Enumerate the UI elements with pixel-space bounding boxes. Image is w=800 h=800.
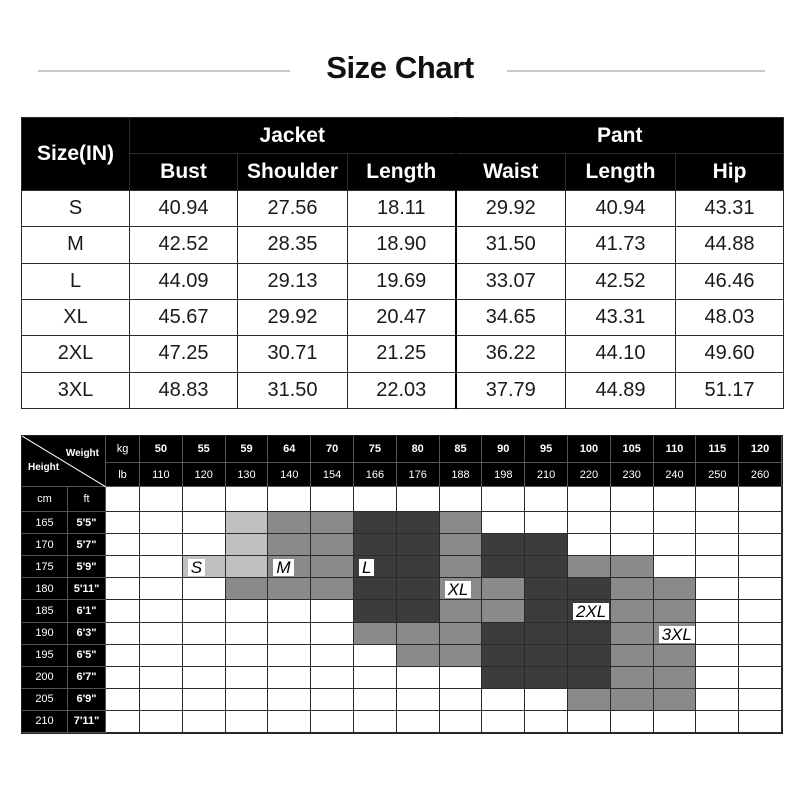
- kg-unit-label: kg: [106, 436, 140, 463]
- grid-cell: [611, 667, 654, 689]
- height-cm: 170: [22, 534, 68, 556]
- grid-cell: [739, 600, 782, 622]
- grid-cell: [268, 711, 311, 733]
- grid-cell: [696, 556, 739, 578]
- title-divider-right: [507, 70, 765, 72]
- grid-cell: [354, 667, 397, 689]
- grid-cell: [568, 556, 611, 578]
- grid-cell: [226, 556, 269, 578]
- grid-cell: [611, 578, 654, 600]
- grid-cell: [654, 556, 697, 578]
- size-region-label: 2XL: [573, 603, 609, 620]
- column-header: Length: [348, 154, 456, 190]
- grid-cell: [106, 487, 140, 512]
- lb-value: 154: [311, 463, 354, 487]
- size-label: S: [22, 190, 130, 226]
- grid-cell: [226, 578, 269, 600]
- grid-cell: [482, 711, 525, 733]
- table-cell: 36.22: [456, 336, 566, 372]
- height-cm: 180: [22, 578, 68, 600]
- grid-cell: [696, 600, 739, 622]
- grid-cell: [568, 689, 611, 711]
- table-cell: 48.83: [130, 372, 238, 408]
- grid-cell: [226, 667, 269, 689]
- grid-cell: [440, 689, 483, 711]
- lb-value: 188: [440, 463, 483, 487]
- kg-value: 100: [568, 436, 611, 463]
- grid-cell: [482, 578, 525, 600]
- grid-cell: [654, 600, 697, 622]
- height-ft: 7'11": [68, 711, 106, 733]
- table-cell: 46.46: [676, 263, 784, 299]
- table-cell: 44.10: [566, 336, 676, 372]
- grid-cell: [696, 689, 739, 711]
- grid-cell: [311, 578, 354, 600]
- lb-unit-label: lb: [106, 463, 140, 487]
- grid-cell: [183, 487, 226, 512]
- lb-value: 140: [268, 463, 311, 487]
- lb-value: 176: [397, 463, 440, 487]
- grid-cell: [226, 689, 269, 711]
- grid-cell: [482, 645, 525, 667]
- lb-value: 198: [482, 463, 525, 487]
- grid-cell: [226, 645, 269, 667]
- grid-cell: [696, 578, 739, 600]
- grid-cell: [482, 600, 525, 622]
- grid-cell: [654, 487, 697, 512]
- grid-cell: [140, 645, 183, 667]
- table-cell: 40.94: [130, 190, 238, 226]
- grid-cell: [739, 578, 782, 600]
- corner-height-label: Height: [28, 462, 60, 473]
- table-cell: 47.25: [130, 336, 238, 372]
- kg-value: 75: [354, 436, 397, 463]
- grid-cell: [268, 689, 311, 711]
- grid-cell: [311, 667, 354, 689]
- grid-cell: [739, 689, 782, 711]
- table-cell: 33.07: [456, 263, 566, 299]
- table-cell: 42.52: [130, 227, 238, 263]
- grid-cell: [568, 578, 611, 600]
- table-row: [22, 190, 784, 226]
- lb-value: 240: [654, 463, 697, 487]
- grid-cell: [397, 711, 440, 733]
- grid-cell: [106, 711, 140, 733]
- ft-unit-label: ft: [68, 487, 106, 512]
- grid-cell: [354, 600, 397, 622]
- table-cell: 29.13: [238, 263, 348, 299]
- size-region-label: L: [359, 559, 374, 576]
- title-divider-left: [38, 70, 290, 72]
- table-row: [22, 227, 784, 263]
- lb-value: 130: [226, 463, 269, 487]
- grid-cell: [696, 512, 739, 534]
- grid-cell: [568, 534, 611, 556]
- grid-cell: [140, 556, 183, 578]
- table-cell: 18.11: [348, 190, 456, 226]
- grid-cell: [140, 600, 183, 622]
- column-header: Shoulder: [238, 154, 348, 190]
- grid-cell: [611, 645, 654, 667]
- grid-cell: [397, 487, 440, 512]
- size-region-label: XL: [445, 581, 472, 598]
- table-cell: 20.47: [348, 299, 456, 335]
- size-table-body: [22, 190, 784, 408]
- grid-cell: [106, 667, 140, 689]
- grid-cell: [696, 711, 739, 733]
- kg-value: 120: [739, 436, 782, 463]
- grid-cell: [354, 645, 397, 667]
- height-cm: 195: [22, 645, 68, 667]
- table-cell: 43.31: [676, 190, 784, 226]
- grid-cell: [397, 578, 440, 600]
- size-region-label: S: [188, 559, 205, 576]
- table-row: [22, 263, 784, 299]
- grid-cell: [106, 645, 140, 667]
- grid-cell: [611, 600, 654, 622]
- grid-cell: [354, 534, 397, 556]
- page-title: Size Chart: [326, 50, 474, 85]
- grid-cell: [354, 711, 397, 733]
- grid-cell: [183, 689, 226, 711]
- height-cm: 190: [22, 623, 68, 645]
- grid-cell: [140, 487, 183, 512]
- grid-cell: [268, 600, 311, 622]
- grid-cell: [268, 645, 311, 667]
- grid-cell: [739, 711, 782, 733]
- grid-cell: [226, 512, 269, 534]
- table-cell: 27.56: [238, 190, 348, 226]
- grid-corner: [22, 436, 106, 487]
- grid-cell: [268, 623, 311, 645]
- grid-cell: [140, 534, 183, 556]
- grid-cell: [397, 600, 440, 622]
- size-label: 3XL: [22, 372, 130, 408]
- height-cm: 200: [22, 667, 68, 689]
- height-ft: 5'7": [68, 534, 106, 556]
- table-cell: 37.79: [456, 372, 566, 408]
- grid-cell: [611, 556, 654, 578]
- grid-cell: [226, 711, 269, 733]
- table-cell: 31.50: [238, 372, 348, 408]
- grid-cell: [696, 487, 739, 512]
- grid-cell: [140, 711, 183, 733]
- grid-cell: [525, 711, 568, 733]
- size-table-column-row: [22, 154, 784, 190]
- height-ft: 6'1": [68, 600, 106, 622]
- grid-cell: [654, 711, 697, 733]
- jacket-group-header: Jacket: [130, 118, 456, 154]
- table-cell: 42.52: [566, 263, 676, 299]
- height-ft: 6'5": [68, 645, 106, 667]
- grid-cell: [525, 556, 568, 578]
- table-cell: 40.94: [566, 190, 676, 226]
- grid-cell: [311, 487, 354, 512]
- grid-cell: [140, 667, 183, 689]
- table-cell: 30.71: [238, 336, 348, 372]
- grid-cell: [183, 623, 226, 645]
- grid-cell: [183, 645, 226, 667]
- grid-cell: [183, 711, 226, 733]
- grid-cell: [397, 689, 440, 711]
- table-cell: 45.67: [130, 299, 238, 335]
- grid-cell: [140, 623, 183, 645]
- grid-cell: [611, 689, 654, 711]
- size-table-corner: Size(IN): [22, 118, 130, 191]
- grid-cell: [611, 512, 654, 534]
- height-ft: 5'11": [68, 578, 106, 600]
- grid-cell: [568, 623, 611, 645]
- grid-cell: [440, 512, 483, 534]
- cm-unit-label: cm: [22, 487, 68, 512]
- kg-value: 85: [440, 436, 483, 463]
- table-cell: 44.88: [676, 227, 784, 263]
- size-region-label: M: [273, 559, 293, 576]
- table-cell: 18.90: [348, 227, 456, 263]
- grid-cell: [440, 487, 483, 512]
- table-cell: 51.17: [676, 372, 784, 408]
- grid-cell: [568, 487, 611, 512]
- column-header: Length: [566, 154, 676, 190]
- grid-cell: [397, 667, 440, 689]
- grid-cell: [311, 600, 354, 622]
- grid-cell: [311, 623, 354, 645]
- grid-cell: [525, 600, 568, 622]
- size-label: XL: [22, 299, 130, 335]
- grid-cell: [525, 534, 568, 556]
- column-header: Bust: [130, 154, 238, 190]
- grid-cell: [525, 578, 568, 600]
- grid-cell: [696, 623, 739, 645]
- table-cell: 43.31: [566, 299, 676, 335]
- grid-cell: [106, 600, 140, 622]
- grid-cell: [397, 534, 440, 556]
- height-ft: 5'9": [68, 556, 106, 578]
- size-label: M: [22, 227, 130, 263]
- grid-cell: [226, 600, 269, 622]
- grid-cell: [311, 689, 354, 711]
- kg-value: 59: [226, 436, 269, 463]
- grid-cell: [654, 578, 697, 600]
- grid-cell: [311, 645, 354, 667]
- size-label: 2XL: [22, 336, 130, 372]
- grid-cell: [311, 534, 354, 556]
- table-cell: 48.03: [676, 299, 784, 335]
- grid-cell: [568, 667, 611, 689]
- table-cell: 41.73: [566, 227, 676, 263]
- grid-cell: [354, 487, 397, 512]
- grid-cell: [440, 623, 483, 645]
- size-table: [21, 117, 784, 409]
- grid-cell: [440, 667, 483, 689]
- kg-value: 50: [140, 436, 183, 463]
- kg-value: 110: [654, 436, 697, 463]
- grid-cell: [654, 689, 697, 711]
- grid-cell: [268, 667, 311, 689]
- height-cm: 175: [22, 556, 68, 578]
- grid-cell: [739, 512, 782, 534]
- height-ft: 6'7": [68, 667, 106, 689]
- title-row: [0, 44, 800, 98]
- grid-cell: [739, 645, 782, 667]
- height-cm: 205: [22, 689, 68, 711]
- grid-cell: [268, 578, 311, 600]
- grid-cell: [440, 711, 483, 733]
- grid-cell: [140, 689, 183, 711]
- table-row: [22, 372, 784, 408]
- grid-cell: [696, 667, 739, 689]
- grid-cell: [440, 600, 483, 622]
- grid-cell: [739, 623, 782, 645]
- grid-cell: [611, 534, 654, 556]
- table-cell: 31.50: [456, 227, 566, 263]
- grid-cell: [226, 623, 269, 645]
- grid-cell: [482, 534, 525, 556]
- grid-cell: [568, 645, 611, 667]
- grid-cell: [568, 711, 611, 733]
- grid-cell: [568, 512, 611, 534]
- kg-value: 55: [183, 436, 226, 463]
- grid-cell: [482, 556, 525, 578]
- grid-cell: [525, 487, 568, 512]
- grid-cell: [311, 711, 354, 733]
- lb-value: 250: [696, 463, 739, 487]
- grid-cell: [525, 623, 568, 645]
- kg-value: 95: [525, 436, 568, 463]
- grid-cell: [183, 512, 226, 534]
- height-cm: 210: [22, 711, 68, 733]
- grid-cell: [397, 512, 440, 534]
- grid-cell: [611, 623, 654, 645]
- grid-cell: [482, 623, 525, 645]
- grid-cell: [354, 512, 397, 534]
- grid-cell: [397, 623, 440, 645]
- height-ft: 5'5": [68, 512, 106, 534]
- kg-value: 80: [397, 436, 440, 463]
- grid-cell: [482, 689, 525, 711]
- grid-cell: [525, 667, 568, 689]
- size-region-label: 3XL: [659, 626, 695, 643]
- grid-cell: [106, 578, 140, 600]
- grid-cell: [525, 512, 568, 534]
- grid-cell: [696, 534, 739, 556]
- table-cell: 22.03: [348, 372, 456, 408]
- grid-cell: [654, 534, 697, 556]
- column-header: Hip: [676, 154, 784, 190]
- grid-cell: [525, 645, 568, 667]
- grid-cell: [106, 623, 140, 645]
- grid-cell: [354, 689, 397, 711]
- grid-cell: [397, 645, 440, 667]
- grid-cell: [654, 512, 697, 534]
- lb-value: 166: [354, 463, 397, 487]
- grid-cell: [354, 623, 397, 645]
- table-row: [22, 336, 784, 372]
- kg-value: 90: [482, 436, 525, 463]
- pant-group-header: Pant: [456, 118, 784, 154]
- lb-value: 210: [525, 463, 568, 487]
- grid-cell: [106, 534, 140, 556]
- table-cell: 44.09: [130, 263, 238, 299]
- grid-cell: [611, 711, 654, 733]
- grid-cell: [482, 487, 525, 512]
- table-cell: 29.92: [238, 299, 348, 335]
- grid-cell: [106, 689, 140, 711]
- grid-cell: [268, 487, 311, 512]
- grid-cell: [482, 512, 525, 534]
- grid-cell: [696, 645, 739, 667]
- table-cell: 29.92: [456, 190, 566, 226]
- grid-cell: [525, 689, 568, 711]
- grid-cell: [106, 512, 140, 534]
- lb-value: 220: [568, 463, 611, 487]
- grid-cell: [268, 534, 311, 556]
- grid-cell: [140, 578, 183, 600]
- table-cell: 34.65: [456, 299, 566, 335]
- grid-cell: [311, 512, 354, 534]
- size-table-group-row: [22, 118, 784, 154]
- table-row: [22, 299, 784, 335]
- corner-weight-label: Weight: [65, 448, 99, 459]
- grid-cell: [183, 667, 226, 689]
- grid-cell: [654, 667, 697, 689]
- lb-value: 230: [611, 463, 654, 487]
- weight-height-grid: [21, 435, 783, 734]
- grid-cell: [739, 534, 782, 556]
- grid-cell: [183, 578, 226, 600]
- grid-cell: [268, 512, 311, 534]
- table-cell: 21.25: [348, 336, 456, 372]
- grid-cell: [482, 667, 525, 689]
- grid-cell: [226, 534, 269, 556]
- grid-cell: [106, 556, 140, 578]
- grid-cell: [140, 512, 183, 534]
- table-cell: 28.35: [238, 227, 348, 263]
- lb-value: 120: [183, 463, 226, 487]
- table-cell: 49.60: [676, 336, 784, 372]
- grid-cell: [739, 667, 782, 689]
- height-ft: 6'3": [68, 623, 106, 645]
- grid-cell: [183, 600, 226, 622]
- height-cm: 165: [22, 512, 68, 534]
- grid-cell: [440, 534, 483, 556]
- grid-cell: [397, 556, 440, 578]
- grid-cell: [739, 556, 782, 578]
- kg-value: 115: [696, 436, 739, 463]
- kg-value: 64: [268, 436, 311, 463]
- table-cell: 19.69: [348, 263, 456, 299]
- grid-cell: [311, 556, 354, 578]
- size-label: L: [22, 263, 130, 299]
- lb-value: 110: [140, 463, 183, 487]
- kg-value: 105: [611, 436, 654, 463]
- grid-cell: [739, 487, 782, 512]
- grid-cell: [440, 556, 483, 578]
- grid-cell: [354, 578, 397, 600]
- kg-value: 70: [311, 436, 354, 463]
- column-header: Waist: [456, 154, 566, 190]
- height-cm: 185: [22, 600, 68, 622]
- grid-cell: [440, 645, 483, 667]
- grid-cell: [611, 487, 654, 512]
- height-ft: 6'9": [68, 689, 106, 711]
- lb-value: 260: [739, 463, 782, 487]
- grid-cell: [654, 645, 697, 667]
- grid-cell: [226, 487, 269, 512]
- table-cell: 44.89: [566, 372, 676, 408]
- grid-cell: [183, 534, 226, 556]
